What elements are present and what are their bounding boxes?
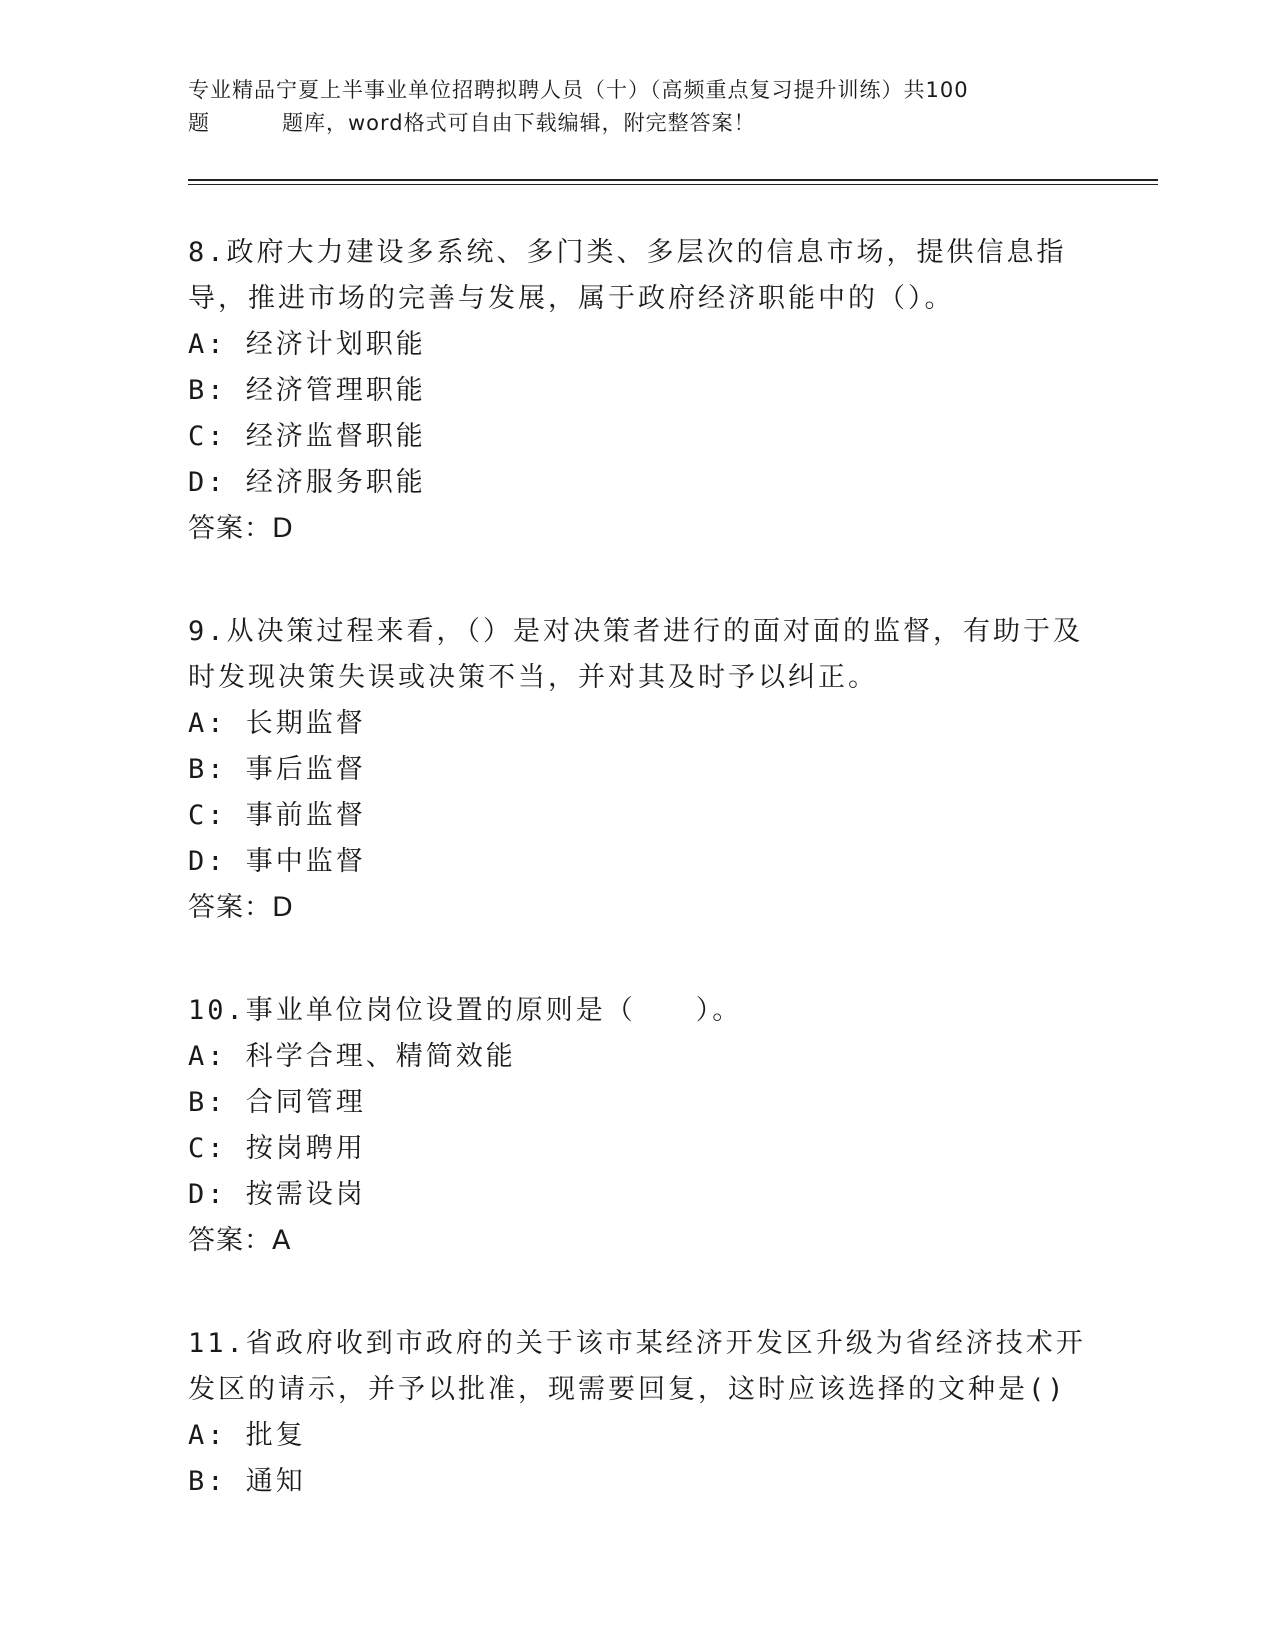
question-stem: 11.省政府收到市政府的关于该市某经济开发区升级为省经济技术开发区的请示，并予以批准，现需要回复，这时应该选择的文种是() [188, 1328, 1086, 1405]
question-stem: 9.从决策过程来看，（）是对决策者进行的面对面的监督，有助于及时发现决策失误或决策不当，并对其及时予以纠正。 [188, 616, 1084, 693]
option-b: B: 事后监督 [188, 754, 366, 785]
answer: 答案：D [188, 513, 294, 544]
question-stem: 8.政府大力建设多系统、多门类、多层次的信息市场，提供信息指导，推进市场的完善与发展，属于政府经济职能中的（）。 [188, 237, 1067, 314]
question-9 [188, 609, 1088, 931]
header-line-2-rest: 题库，word格式可自由下载编辑，附完整答案！ [282, 111, 756, 135]
option-a: A: 经济计划职能 [188, 329, 426, 360]
header-line-2 [188, 107, 1088, 140]
option-c: C: 经济监督职能 [188, 421, 426, 452]
header-rule-thin [188, 184, 1158, 185]
option-b: B: 合同管理 [188, 1087, 366, 1118]
answer: 答案：A [188, 1225, 292, 1256]
answer: 答案：D [188, 892, 294, 923]
option-b: B: 经济管理职能 [188, 375, 426, 406]
option-a: A: 批复 [188, 1420, 306, 1451]
header-line-1: 专业精品宁夏上半事业单位招聘拟聘人员（十）（高频重点复习提升训练）共100 [188, 78, 969, 102]
header-line-2-start: 题 [188, 111, 210, 135]
option-a: A: 科学合理、精简效能 [188, 1041, 516, 1072]
question-10 [188, 988, 1088, 1264]
question-11 [188, 1321, 1088, 1505]
option-d: D: 经济服务职能 [188, 467, 426, 498]
question-stem: 10.事业单位岗位设置的原则是（ ）。 [188, 995, 743, 1026]
option-c: C: 按岗聘用 [188, 1133, 366, 1164]
option-b: B: 通知 [188, 1466, 306, 1497]
option-a: A: 长期监督 [188, 708, 366, 739]
option-d: D: 按需设岗 [188, 1179, 366, 1210]
header-rule-thick [188, 179, 1158, 181]
question-8 [188, 230, 1088, 552]
question-list [188, 230, 1088, 1562]
option-c: C: 事前监督 [188, 800, 366, 831]
document-header [188, 74, 1088, 140]
option-d: D: 事中监督 [188, 846, 366, 877]
